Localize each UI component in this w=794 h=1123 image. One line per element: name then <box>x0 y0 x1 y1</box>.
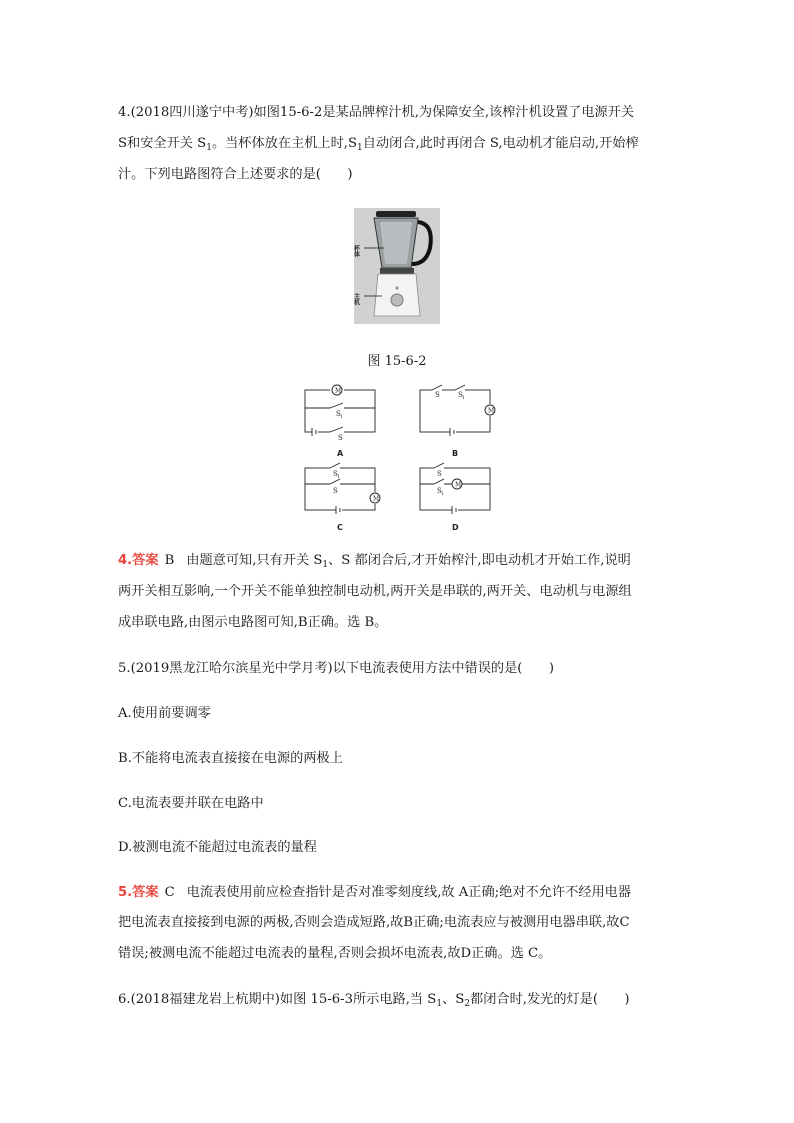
q5-option-a: A.使用前要调零 <box>118 706 211 721</box>
svg-text:1: 1 <box>340 415 343 420</box>
q5-option-c: C.电流表要并联在电路中 <box>118 796 264 811</box>
svg-text:S: S <box>437 470 442 478</box>
q6-stem: 6.(2018福建龙岩上杭期中)如图 15-6-3所示电路,当 $S_1$、$S_2$都闭合时,发光的灯是( ) <box>118 992 630 1009</box>
svg-text:S: S <box>435 391 440 399</box>
circuit-c <box>305 463 380 514</box>
juicer-photo <box>354 208 440 324</box>
q5-option-b: B.不能将电流表直接接在电源的两极上 <box>118 751 343 766</box>
svg-text:S: S <box>338 434 343 442</box>
cup-body-label: 杯体 <box>352 245 360 257</box>
q5-stem: 5.(2019黑龙江哈尔滨星光中学月考)以下电流表使用方法中错误的是( ) <box>118 661 554 676</box>
a4-line-2: 两开关相互影响,一个开关不能单独控制电动机,两开关是串联的,两开关、电动机与电源组 <box>118 584 632 599</box>
svg-text:S: S <box>333 470 338 478</box>
q4-line-2: S和安全开关 $S_1$。当杯体放在主机上时$,S_1$自动闭合,此时再闭合 S,电动机才能启动,开始榨 <box>118 136 639 153</box>
svg-text:M: M <box>455 481 462 489</box>
q4-line-1: 4.(2018四川遂宁中考)如图15-6-2是某品牌榨汁机,为保障安全,该榨汁机设置了电源开关 <box>118 105 635 120</box>
answer-tag: 4.答案 <box>118 553 159 568</box>
base-label: 主机 <box>352 293 360 305</box>
option-label-d: D <box>452 523 459 532</box>
svg-text:1: 1 <box>337 475 340 480</box>
option-label-b: B <box>452 449 459 458</box>
answer-tag: 5.答案 <box>118 885 159 900</box>
a5-line-1: 5.答案 C 电流表使用前应检查指针是否对准零刻度线,故 A正确;绝对不允许不经用电器 <box>118 885 632 900</box>
a5-line-3: 错误;被测电流不能超过电流表的量程,否则会损坏电流表,故D正确。选 C。 <box>118 946 552 961</box>
svg-text:M: M <box>335 387 342 395</box>
svg-text:M: M <box>488 407 495 415</box>
a5-line-2: 把电流表直接接到电源的两极,否则会造成短路,故B正确;电流表应与被测用电器串联,故C <box>118 915 630 930</box>
q5-option-d: D.被测电流不能超过电流表的量程 <box>118 840 317 855</box>
circuit-options <box>300 378 500 538</box>
option-label-c: C <box>337 523 343 532</box>
a4-line-1: 4.答案 B 由题意可知,只有开关 $S_1$、S 都闭合后,才开始榨汁,即电动机才开始工作,说明 <box>118 553 631 570</box>
svg-text:1: 1 <box>462 396 465 401</box>
svg-text:M: M <box>373 495 380 503</box>
q4-line-3: 汁。下列电路图符合上述要求的是( ) <box>118 167 353 182</box>
a4-line-3: 成串联电路,由图示电路图可知,B正确。选 B。 <box>118 615 388 630</box>
svg-text:S: S <box>336 410 341 418</box>
svg-text:S: S <box>333 487 338 495</box>
option-label-a: A <box>337 449 344 458</box>
svg-text:S: S <box>458 391 463 399</box>
svg-text:S: S <box>437 487 442 495</box>
circuit-d <box>420 463 490 514</box>
figure-caption-15-6-2: 图 15-6-2 <box>367 354 427 369</box>
svg-text:1: 1 <box>441 492 444 497</box>
